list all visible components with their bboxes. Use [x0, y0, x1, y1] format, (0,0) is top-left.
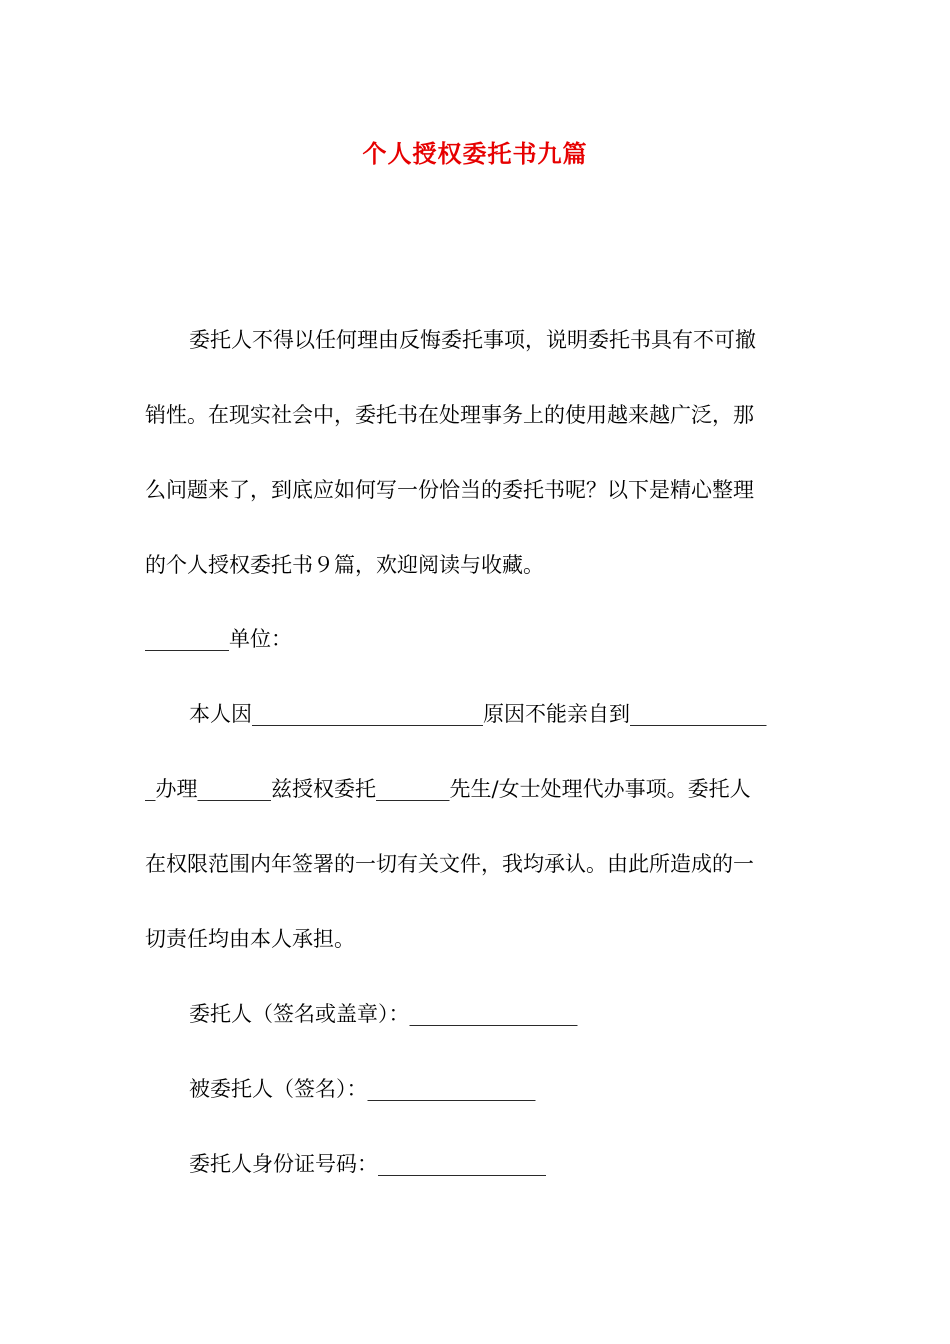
- signature-line-principal: 委托人（签名或盖章）：________________: [189, 1002, 578, 1026]
- intro-line-2: 销性。在现实社会中，委托书在处理事务上的使用越来越广泛，那: [145, 403, 754, 427]
- intro-line-1: 委托人不得以任何理由反悔委托事项，说明委托书具有不可撤: [189, 328, 756, 352]
- intro-line-4: 的个人授权委托书９篇，欢迎阅读与收藏。: [145, 553, 544, 577]
- signature-line-agent: 被委托人（签名）：________________: [189, 1077, 536, 1101]
- signature-line-id-number: 委托人身份证号码：________________: [189, 1152, 546, 1176]
- body-line-3: 在权限范围内年签署的一切有关文件，我均承认。由此所造成的一: [145, 852, 754, 876]
- body-line-1: 本人因______________________原因不能亲自到_____________: [189, 702, 767, 726]
- body-line-4: 切责任均由本人承担。: [145, 927, 355, 951]
- body-line-2: _办理_______兹授权委托_______先生/女士处理代办事项。委托人: [145, 777, 751, 801]
- intro-line-3: 么问题来了，到底应如何写一份恰当的委托书呢？以下是精心整理: [145, 478, 754, 502]
- unit-line: ________单位：: [145, 627, 292, 651]
- document-title: 个人授权委托书九篇: [362, 139, 588, 168]
